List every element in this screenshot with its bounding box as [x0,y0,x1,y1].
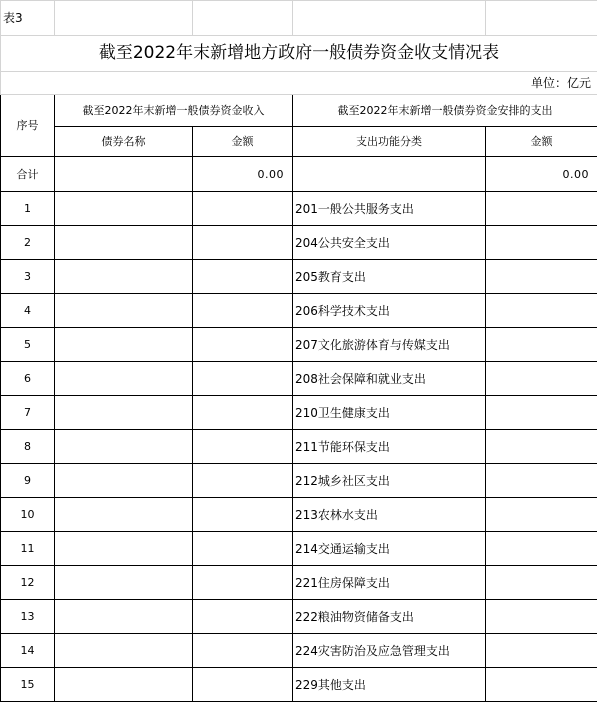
row-number[interactable]: 2 [1,226,55,260]
expense-amount-cell[interactable] [486,328,597,362]
row-number[interactable]: 7 [1,396,55,430]
table-row [1,634,597,668]
expense-category-cell[interactable]: 201一般公共服务支出 [293,192,486,226]
expense-category-cell[interactable]: 214交通运输支出 [293,532,486,566]
income-amount-cell[interactable] [193,668,293,702]
row-number[interactable]: 13 [1,600,55,634]
income-amount-cell[interactable] [193,226,293,260]
income-amount-cell[interactable] [193,396,293,430]
row-number[interactable]: 12 [1,566,55,600]
row-number[interactable]: 10 [1,498,55,532]
row-number[interactable]: 3 [1,260,55,294]
row-number[interactable]: 9 [1,464,55,498]
bond-name-cell[interactable] [55,294,193,328]
bond-name-cell[interactable] [55,430,193,464]
expense-category-cell[interactable]: 211节能环保支出 [293,430,486,464]
total-expense-amount[interactable]: 0.00 [486,157,597,192]
expense-category-cell[interactable]: 229其他支出 [293,668,486,702]
income-amount-cell[interactable] [193,566,293,600]
income-amount-cell[interactable] [193,362,293,396]
expense-amount-cell[interactable] [486,634,597,668]
table-row [1,668,597,702]
expense-category-cell[interactable]: 212城乡社区支出 [293,464,486,498]
expense-amount-cell[interactable] [486,260,597,294]
expense-category-cell[interactable]: 208社会保障和就业支出 [293,362,486,396]
header-income-group[interactable]: 截至2022年末新增一般债券资金收入 [55,95,293,127]
bond-name-cell[interactable] [55,566,193,600]
table-row [1,396,597,430]
cell[interactable] [486,1,597,36]
bond-name-cell[interactable] [55,328,193,362]
header-seq[interactable]: 序号 [1,95,55,157]
table-row [1,532,597,566]
expense-amount-cell[interactable] [486,668,597,702]
expense-amount-cell[interactable] [486,464,597,498]
row-number[interactable]: 6 [1,362,55,396]
income-amount-cell[interactable] [193,260,293,294]
expense-category-cell[interactable]: 213农林水支出 [293,498,486,532]
bond-name-cell[interactable] [55,498,193,532]
table-row [1,464,597,498]
row-number[interactable]: 11 [1,532,55,566]
expense-category-cell[interactable]: 222粮油物资储备支出 [293,600,486,634]
income-amount-cell[interactable] [193,192,293,226]
table-row [1,362,597,396]
expense-amount-cell[interactable] [486,396,597,430]
row-number[interactable]: 8 [1,430,55,464]
header-bond-name[interactable]: 债券名称 [55,127,193,157]
expense-category-cell[interactable]: 210卫生健康支出 [293,396,486,430]
table-row [1,294,597,328]
expense-amount-cell[interactable] [486,430,597,464]
row-number[interactable]: 1 [1,192,55,226]
header-expense-amount[interactable]: 金额 [486,127,597,157]
sheet-label[interactable]: 表3 [1,1,55,36]
bond-name-cell[interactable] [55,192,193,226]
table-row [1,226,597,260]
cell[interactable] [55,1,193,36]
bond-name-cell[interactable] [55,634,193,668]
header-income-amount[interactable]: 金额 [193,127,293,157]
expense-amount-cell[interactable] [486,362,597,396]
bond-name-cell[interactable] [55,396,193,430]
expense-amount-cell[interactable] [486,600,597,634]
expense-category-cell[interactable]: 207文化旅游体育与传媒支出 [293,328,486,362]
expense-category-cell[interactable]: 204公共安全支出 [293,226,486,260]
expense-amount-cell[interactable] [486,192,597,226]
row-number[interactable]: 15 [1,668,55,702]
expense-amount-cell[interactable] [486,226,597,260]
income-amount-cell[interactable] [193,294,293,328]
bond-name-cell[interactable] [55,668,193,702]
income-amount-cell[interactable] [193,634,293,668]
table-row [1,600,597,634]
income-amount-cell[interactable] [193,498,293,532]
cell[interactable] [193,1,293,36]
table-row [1,498,597,532]
bond-name-cell[interactable] [55,464,193,498]
income-amount-cell[interactable] [193,328,293,362]
bond-name-cell[interactable] [55,260,193,294]
expense-amount-cell[interactable] [486,566,597,600]
expense-amount-cell[interactable] [486,294,597,328]
unit-label[interactable]: 单位：亿元 [1,72,597,95]
total-bond-name[interactable] [55,157,193,192]
table-row [1,260,597,294]
total-income-amount[interactable]: 0.00 [193,157,293,192]
expense-amount-cell[interactable] [486,532,597,566]
expense-category-cell[interactable]: 206科学技术支出 [293,294,486,328]
table-row [1,566,597,600]
bond-name-cell[interactable] [55,226,193,260]
row-number[interactable]: 4 [1,294,55,328]
row-number[interactable]: 14 [1,634,55,668]
income-amount-cell[interactable] [193,532,293,566]
header-expense-category[interactable]: 支出功能分类 [293,127,486,157]
expense-category-cell[interactable]: 221住房保障支出 [293,566,486,600]
total-expense-category[interactable] [293,157,486,192]
expense-amount-cell[interactable] [486,498,597,532]
cell[interactable] [293,1,486,36]
table-row [1,192,597,226]
expense-category-cell[interactable]: 224灾害防治及应急管理支出 [293,634,486,668]
income-amount-cell[interactable] [193,430,293,464]
table-row [1,328,597,362]
total-label[interactable]: 合计 [1,157,55,192]
table-title[interactable]: 截至2022年末新增地方政府一般债券资金收支情况表 [1,36,597,72]
expense-category-cell[interactable]: 205教育支出 [293,260,486,294]
income-amount-cell[interactable] [193,464,293,498]
bond-name-cell[interactable] [55,532,193,566]
table-row [1,430,597,464]
header-expense-group[interactable]: 截至2022年末新增一般债券资金安排的支出 [293,95,597,127]
bond-name-cell[interactable] [55,362,193,396]
bond-name-cell[interactable] [55,600,193,634]
income-amount-cell[interactable] [193,600,293,634]
row-number[interactable]: 5 [1,328,55,362]
